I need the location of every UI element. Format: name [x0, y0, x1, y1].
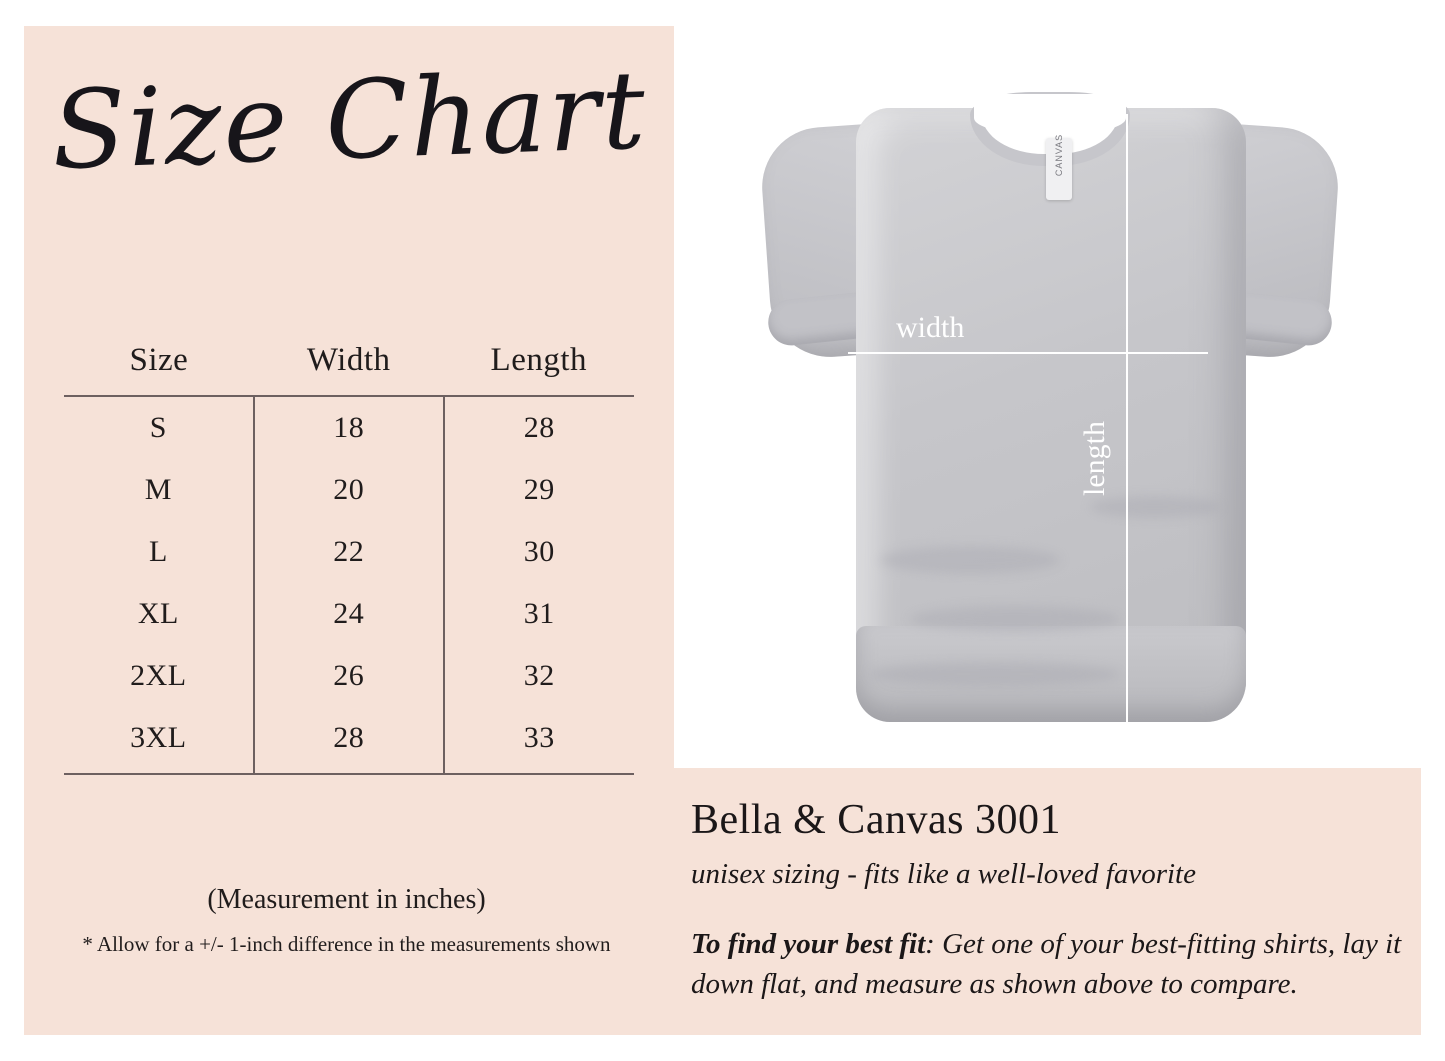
cell-size: L	[64, 521, 254, 583]
cell-width: 24	[254, 583, 444, 645]
table-row	[64, 583, 634, 645]
chart-inner-area	[24, 26, 1421, 1035]
left-panel	[24, 26, 669, 1035]
width-guide-line	[848, 352, 1208, 354]
table-row	[64, 459, 634, 521]
table-row	[64, 521, 634, 583]
size-table-wrapper	[64, 336, 634, 775]
cell-width: 26	[254, 645, 444, 707]
cell-length: 31	[523, 597, 555, 630]
product-name: Bella & Canvas 3001	[691, 797, 1061, 843]
cell-width: 28	[254, 707, 444, 773]
brand-tag-label: CANVAS	[1054, 133, 1064, 177]
size-table-body	[64, 396, 634, 773]
fit-instructions	[691, 924, 1407, 1004]
frame-border-bottom	[0, 1035, 1445, 1061]
cell-length: 29	[523, 473, 555, 506]
width-label: width	[896, 311, 965, 344]
fabric-wrinkle	[870, 662, 1120, 686]
column-header-length: Length	[490, 342, 588, 378]
cell-width: 18	[254, 396, 444, 459]
fabric-wrinkle	[910, 606, 1120, 632]
shirt-collar-opening	[974, 94, 1126, 134]
fit-instructions-body: : Get one of your best-fitting shirts, lay it down flat, and measure as shown above to compare.	[691, 928, 1402, 1001]
fabric-wrinkle	[880, 546, 1060, 574]
fit-instructions-heading: To find your best fit	[691, 928, 926, 960]
measurement-note: (Measurement in inches)	[207, 884, 486, 915]
column-header-size: Size	[129, 342, 189, 378]
product-photo	[674, 26, 1421, 768]
cell-size: M	[64, 459, 254, 521]
cell-length: 28	[523, 411, 555, 444]
length-guide-line	[1126, 114, 1128, 746]
cell-width: 20	[254, 459, 444, 521]
cell-size: XL	[64, 583, 254, 645]
table-row	[64, 707, 634, 773]
size-table	[64, 336, 634, 773]
frame-border-left	[0, 0, 24, 1061]
tshirt-illustration	[760, 66, 1340, 726]
page-title: Size Chart	[49, 48, 650, 194]
brand-tag	[1046, 133, 1072, 200]
cell-length: 30	[523, 535, 555, 568]
fabric-wrinkle	[1090, 496, 1220, 518]
cell-size: 2XL	[64, 645, 254, 707]
size-table-head	[64, 336, 634, 396]
column-header-width: Width	[306, 342, 391, 378]
table-row	[64, 396, 634, 459]
table-bottom-divider	[64, 773, 634, 775]
frame-border-top	[0, 0, 1445, 26]
cell-size: 3XL	[64, 707, 254, 773]
right-panel	[669, 26, 1421, 1035]
table-header-row	[64, 336, 634, 396]
cell-width: 22	[254, 521, 444, 583]
length-label: length	[1078, 421, 1111, 496]
allowance-note: * Allow for a +/- 1-inch difference in the measurements shown	[82, 932, 611, 956]
table-row	[64, 645, 634, 707]
frame-border-right	[1421, 0, 1445, 1061]
cell-length: 32	[523, 659, 555, 692]
cell-length: 33	[523, 721, 555, 754]
product-subtitle: unisex sizing - fits like a well-loved favorite	[691, 858, 1196, 890]
cell-size: S	[64, 396, 254, 459]
